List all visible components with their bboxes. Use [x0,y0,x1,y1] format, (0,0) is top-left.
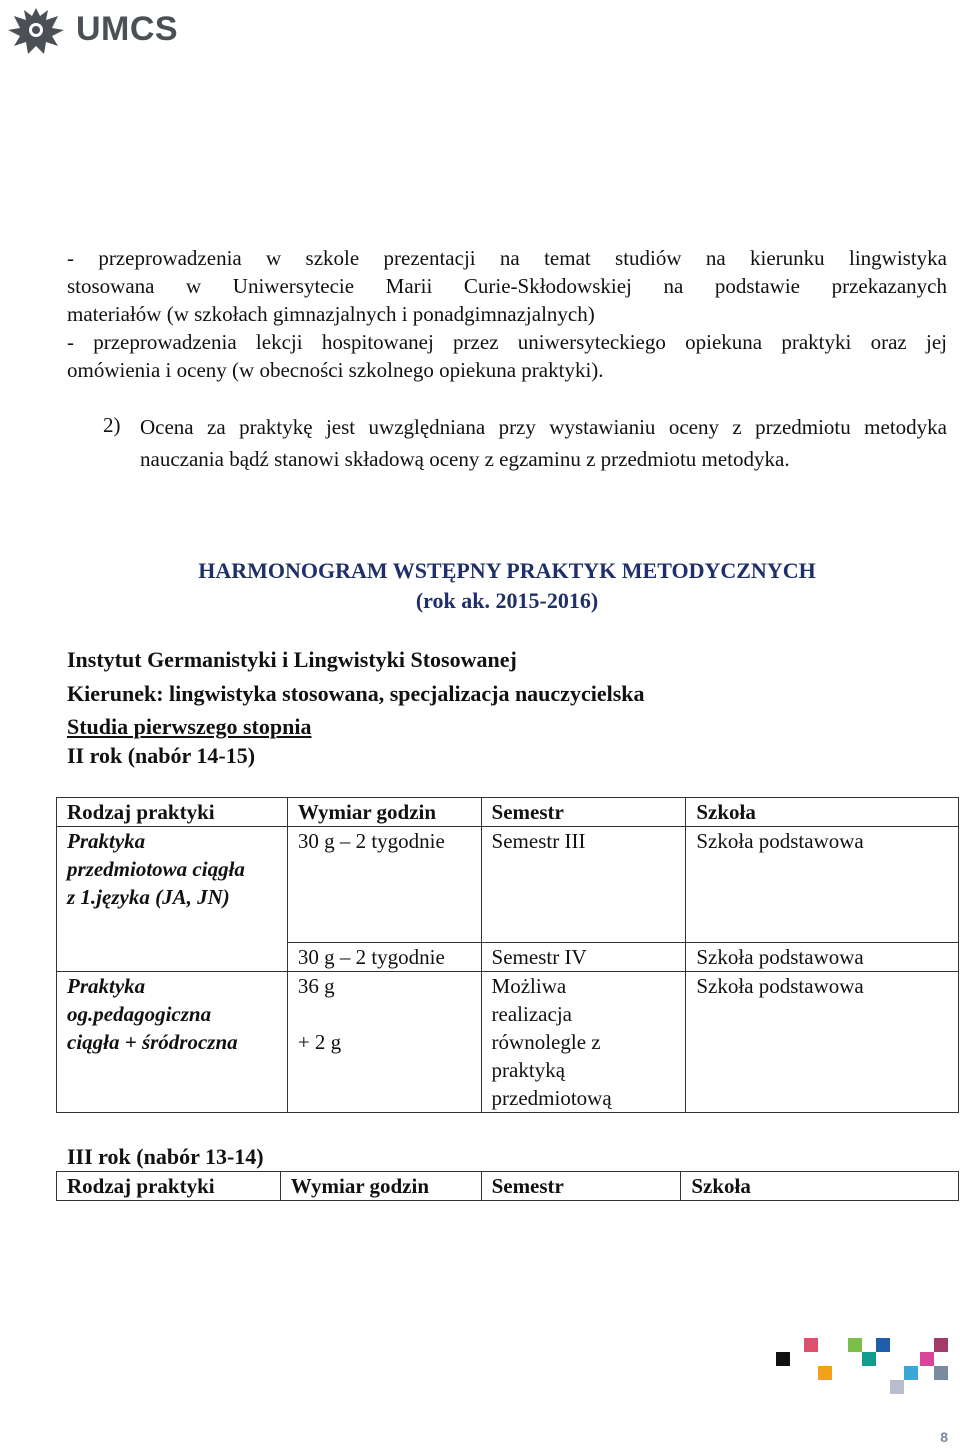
intro-line: materiałów (w szkołach gimnazjalnych i ponadgimnazjalnych) [67,302,595,326]
header-cell: Szkoła [681,1172,959,1201]
cell-line: Praktyka [67,829,146,853]
intro-line: - przeprowadzenia w szkole prezentacji na temat studiów na kierunku lingwistyka [67,246,947,270]
decorative-mosaic [770,1334,950,1398]
direction-heading: Kierunek: lingwistyka stosowana, specjalizacja nauczycielska [67,681,645,706]
cell-line: + 2 g [297,1030,342,1054]
table-header-row [57,1172,959,1201]
practice-type-cell [57,972,288,1113]
semester-cell [481,972,686,1113]
header-cell: Wymiar godzin [287,798,481,827]
schedule-subtitle: (rok ak. 2015-2016) [415,588,599,613]
umcs-logo [4,2,179,60]
cell-line: Praktyka [67,974,146,998]
table-header-row [57,798,959,827]
table-row [57,972,959,1113]
intro-line: - przeprowadzenia lekcji hospitowanej przez uniwersyteckiego opiekuna praktyki oraz jej [67,330,947,354]
page-number: 8 [940,1429,948,1445]
list-number: 2) [103,413,121,437]
cell-line: 36 g [297,974,335,998]
school-cell: Szkoła podstawowa [686,943,959,972]
studies-heading: Studia pierwszego stopnia [67,714,312,739]
cell-line: ciągła + śródroczna [67,1030,238,1054]
school-cell: Szkoła podstawowa [686,972,959,1113]
schedule-title: HARMONOGRAM WSTĘPNY PRAKTYK METODYCZNYCH [198,558,816,583]
practice-type-cell [57,827,288,972]
cell-line: Możliwa [491,974,567,998]
year2-heading: II rok (nabór 14-15) [67,743,256,768]
header-cell: Semestr [481,798,686,827]
list-item-text: Ocena za praktykę jest uwzględniana przy wystawianiu oceny z przedmiotu metodyka nauczania bądź stanowi składową oceny z egzaminu z przedmiotu metodyka. [140,415,947,471]
cell-line: przedmiotowa ciągła [67,857,245,881]
cell-line: równolegle z [491,1030,601,1054]
schedule-table-year3 [56,1171,959,1201]
cell-line: z 1.języka (JA, JN) [67,885,230,909]
hours-cell: 30 g – 2 tygodnie [287,943,481,972]
header-cell: Rodzaj praktyki [57,798,288,827]
school-cell: Szkoła podstawowa [686,827,959,943]
semester-cell: Semestr III [481,827,686,943]
table-row [57,827,959,943]
schedule-table-year2 [56,797,959,1113]
header-cell: Wymiar godzin [280,1172,481,1201]
header-cell: Semestr [481,1172,681,1201]
hours-cell [287,972,481,1113]
cell-line: realizacja [491,1002,572,1026]
cell-line: og.pedagogiczna [67,1002,212,1026]
semester-cell: Semestr IV [481,943,686,972]
logo-wordmark: UMCS [76,10,179,48]
intro-line: stosowana w Uniwersytecie Marii Curie-Skłodowskiej na podstawie przekazanych [67,274,947,298]
eagle-emblem-icon [4,2,68,60]
hours-cell: 30 g – 2 tygodnie [287,827,481,943]
institute-heading: Instytut Germanistyki i Lingwistyki Stosowanej [67,647,517,672]
year3-heading: III rok (nabór 13-14) [67,1144,264,1169]
cell-line: praktyką [491,1058,566,1082]
header-cell: Rodzaj praktyki [57,1172,281,1201]
header-cell: Szkoła [686,798,959,827]
intro-line: omówienia i oceny (w obecności szkolnego opiekuna praktyki). [67,358,604,382]
cell-line: przedmiotową [491,1086,612,1110]
